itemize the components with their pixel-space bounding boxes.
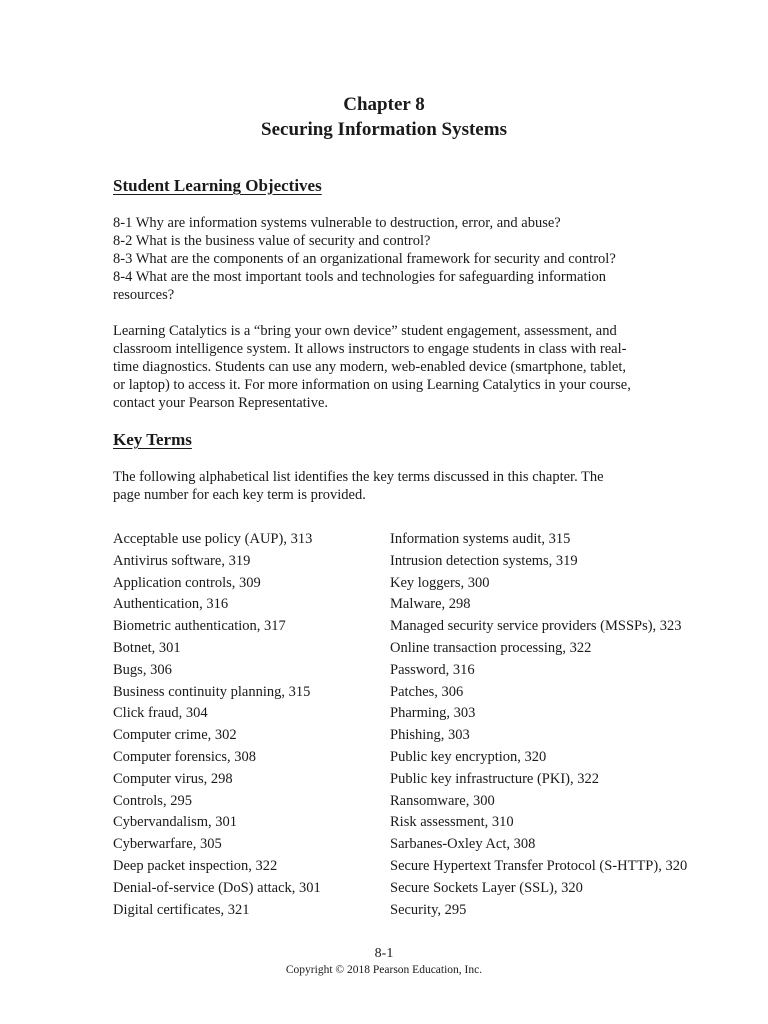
key-term: Patches, 306 [390,683,464,700]
key-term: Sarbanes-Oxley Act, 308 [390,836,536,853]
key-term: Online transaction processing, 322 [390,639,592,656]
key-terms-intro [113,468,658,504]
key-term: Business continuity planning, 315 [113,683,311,700]
key-terms-left-column [113,529,321,921]
key-term: Computer crime, 302 [113,727,237,744]
key-term: Cybervandalism, 301 [113,814,238,831]
chapter-title: Securing Information Systems [261,119,507,140]
key-term: Denial-of-service (DoS) attack, 301 [113,879,321,896]
key-term: Secure Hypertext Transfer Protocol (S-HTTP), 320 [390,857,688,874]
paragraph-line: classroom intelligence system. It allows instructors to engage students in class with real- [113,341,627,357]
key-term: Ransomware, 300 [390,792,495,809]
key-term: Controls, 295 [113,792,192,809]
objective-line: 8-1 Why are information systems vulnerable to destruction, error, and abuse? [113,215,561,231]
key-term: Digital certificates, 321 [113,901,250,918]
objectives-heading: Student Learning Objectives [113,176,322,195]
key-term: Pharming, 303 [390,705,476,722]
learning-catalytics-paragraph [113,322,658,412]
objectives-list [113,214,653,304]
key-term: Click fraud, 304 [113,705,208,722]
paragraph-line: contact your Pearson Representative. [113,395,329,411]
paragraph-line: page number for each key term is provided. [113,487,366,503]
key-term: Public key infrastructure (PKI), 322 [390,770,599,787]
key-term: Cyberwarfare, 305 [113,836,222,853]
key-term: Key loggers, 300 [390,574,490,591]
key-term: Acceptable use policy (AUP), 313 [113,531,313,547]
key-term: Botnet, 301 [113,639,181,656]
paragraph-line: time diagnostics. Students can use any modern, web-enabled device (smartphone, tablet, [113,359,626,375]
paragraph-line: Learning Catalytics is a “bring your own device” student engagement, assessment, and [113,323,617,339]
chapter-heading [0,92,768,142]
key-term: Phishing, 303 [390,727,470,744]
key-term: Computer virus, 298 [113,770,233,787]
key-term: Secure Sockets Layer (SSL), 320 [390,879,583,896]
key-term: Computer forensics, 308 [113,748,256,765]
key-terms-right-column [390,529,687,921]
key-term: Information systems audit, 315 [390,531,571,547]
objective-line: resources? [113,287,175,303]
key-term: Authentication, 316 [113,596,229,613]
objective-line: 8-3 What are the components of an organizational framework for security and control? [113,251,616,267]
key-terms-heading: Key Terms [113,430,192,449]
page-number: 8-1 [374,946,394,961]
key-term: Application controls, 309 [113,574,261,591]
key-term: Managed security service providers (MSSPs), 323 [390,618,682,635]
objective-line: 8-4 What are the most important tools and technologies for safeguarding information [113,269,607,285]
chapter-number: Chapter 8 [343,94,425,115]
key-term: Malware, 298 [390,596,471,613]
key-term: Password, 316 [390,661,475,678]
paragraph-line: or laptop) to access it. For more information on using Learning Catalytics in your course, [113,377,631,393]
key-term: Antivirus software, 319 [113,552,251,569]
key-term: Risk assessment, 310 [390,814,514,831]
key-term: Deep packet inspection, 322 [113,857,278,874]
key-term: Security, 295 [390,901,467,918]
key-term: Biometric authentication, 317 [113,618,286,635]
copyright-notice: Copyright © 2018 Pearson Education, Inc. [285,964,483,976]
key-term: Bugs, 306 [113,661,172,678]
paragraph-line: The following alphabetical list identifies the key terms discussed in this chapter. The [113,469,604,485]
key-term: Intrusion detection systems, 319 [390,552,578,569]
objective-line: 8-2 What is the business value of security and control? [113,233,431,249]
key-term: Public key encryption, 320 [390,748,547,765]
